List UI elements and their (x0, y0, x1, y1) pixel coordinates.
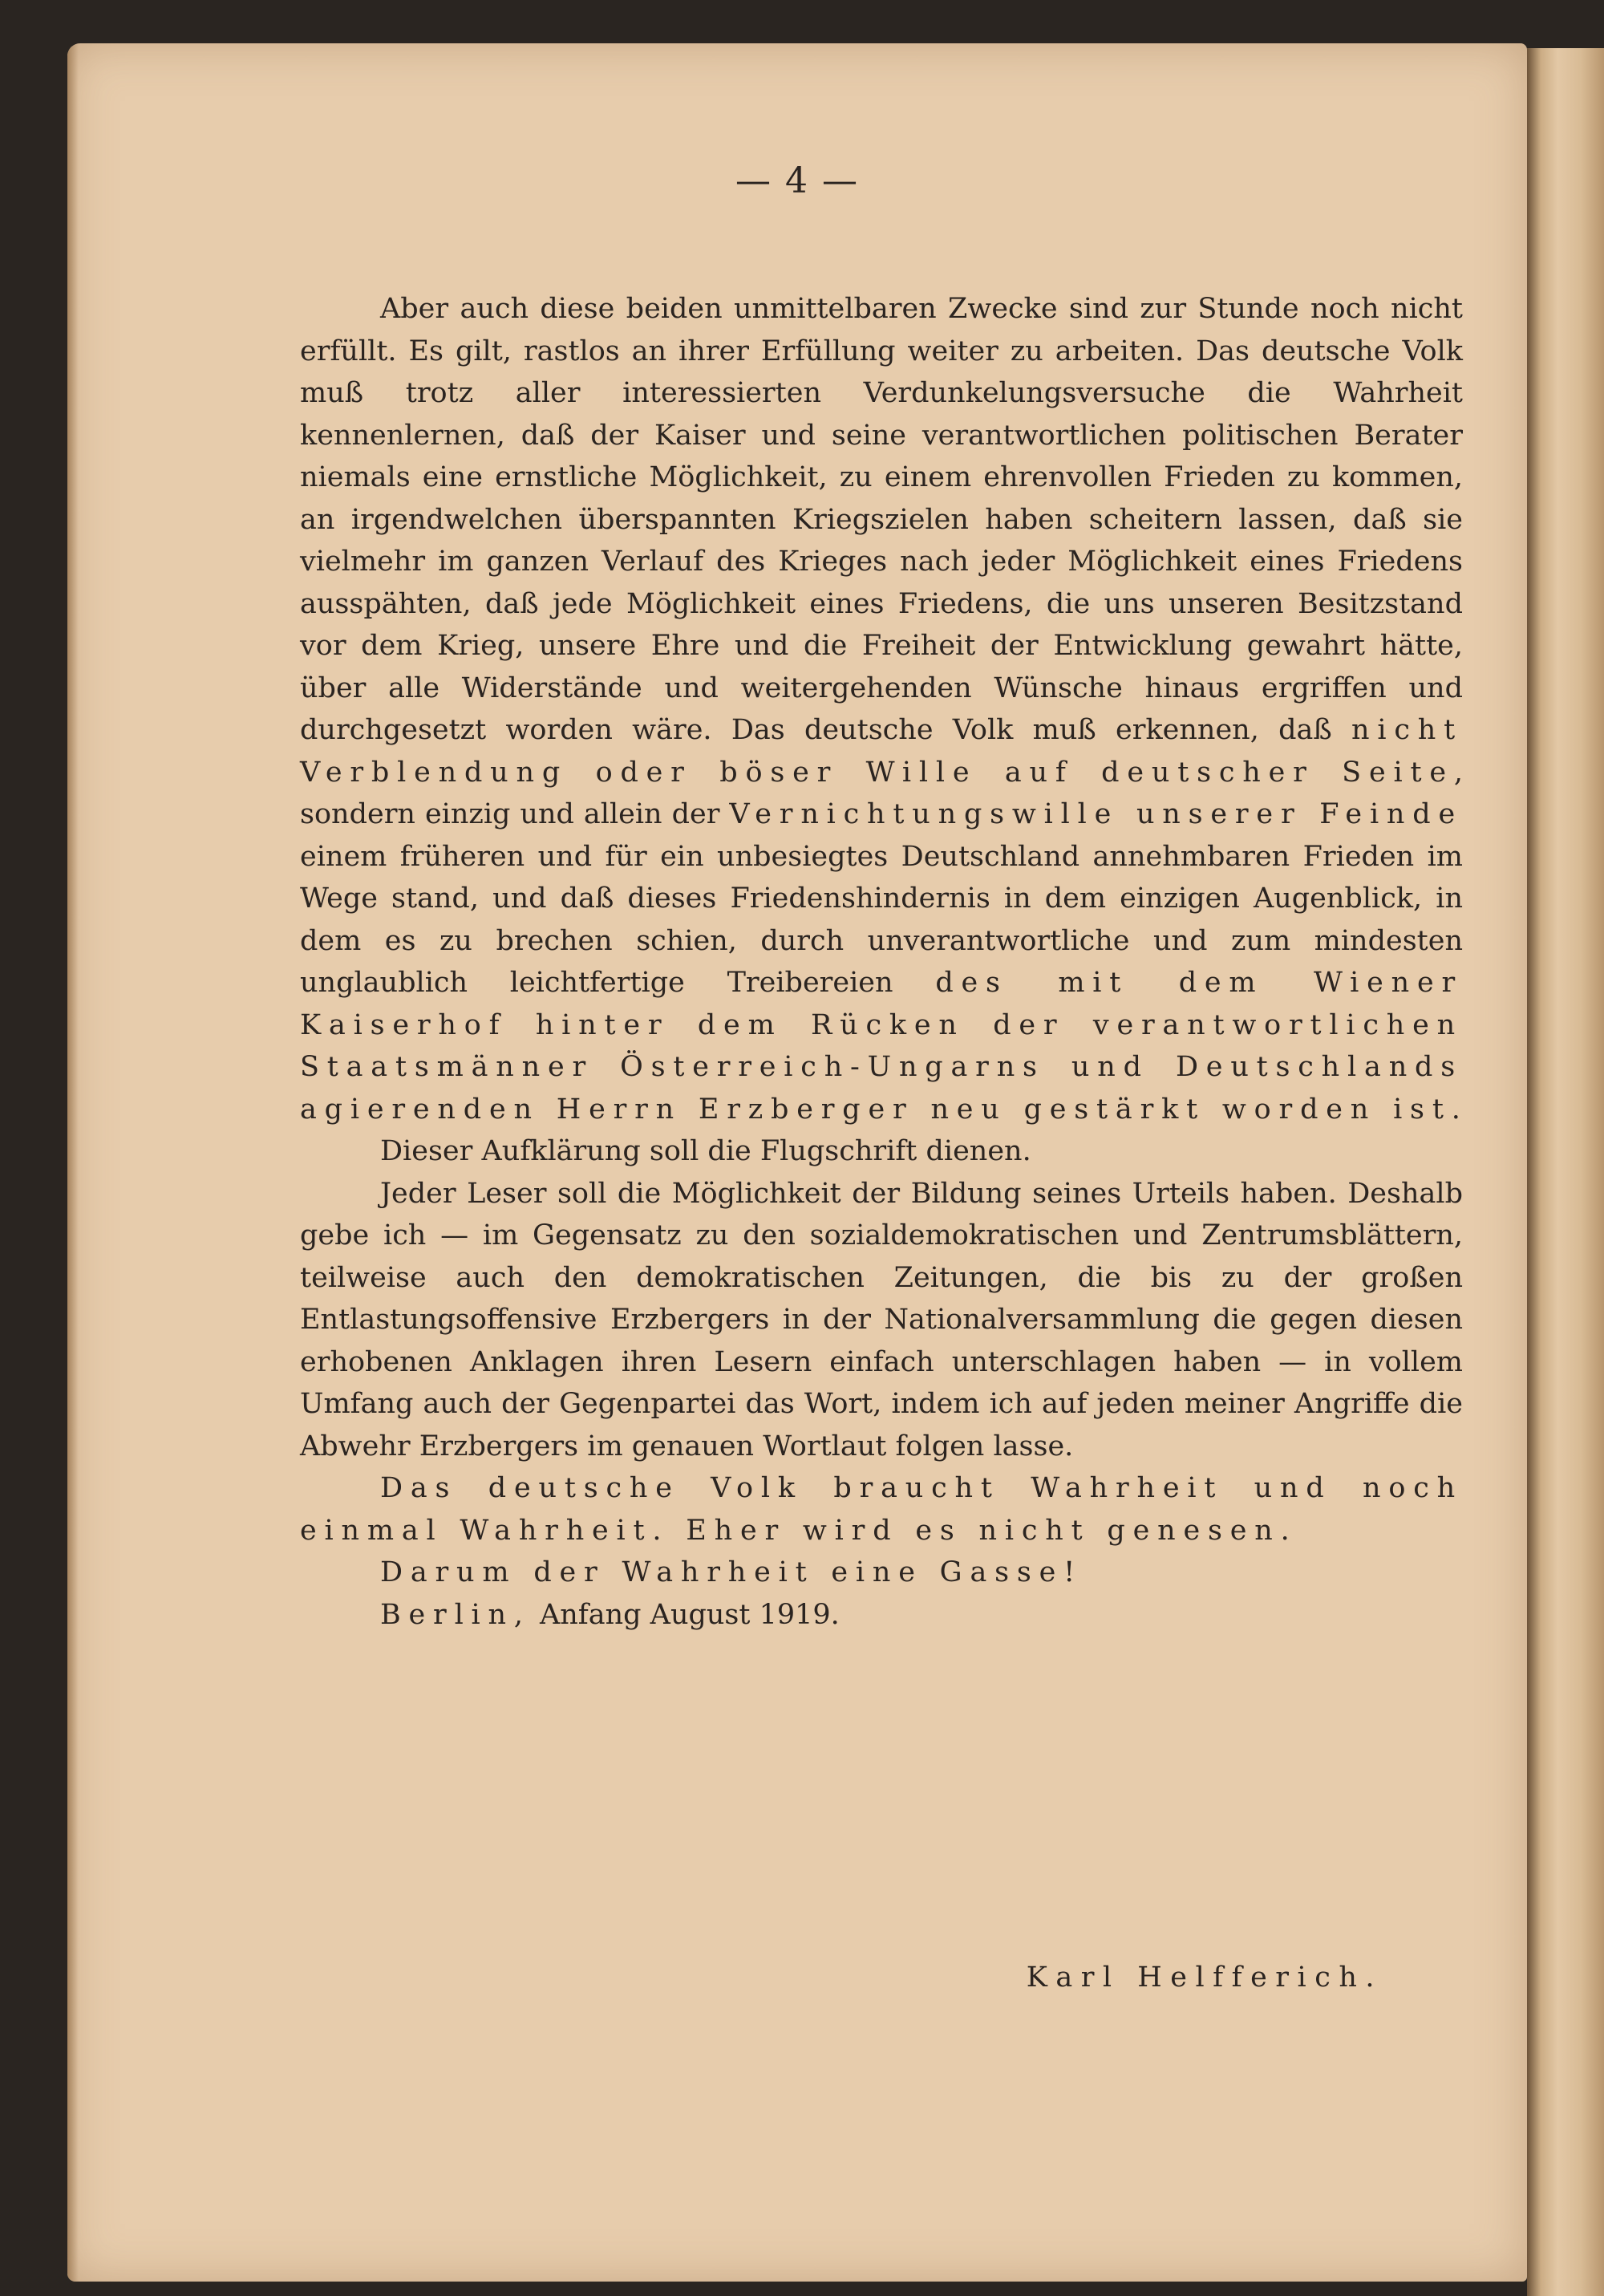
text-run: Dieser Aufklärung soll die Flugschrift dienen. (380, 1135, 1031, 1167)
signature: Karl Helfferich. (1026, 1961, 1383, 1994)
paragraph-emphasis (300, 1467, 1463, 1552)
text-run: einem früheren und für ein unbesiegtes Deutschland annehmbaren Frieden im Wege stand, und daß dieses Friedenshindernis in dem einzigen Augenblick, in dem es zu brechen schien, durch unverantwortliche und zum mindesten unglaublich leichtfertige Treibereien (300, 840, 1463, 999)
emphasis-spaced: nicht Verblendung oder böser Wille auf deutscher Seite (300, 714, 1463, 789)
paragraph (300, 288, 1463, 1130)
body-text (300, 288, 1463, 1636)
text-run: . (1451, 1093, 1460, 1126)
book-page (67, 43, 1527, 2282)
page-number: — 4 — (735, 160, 859, 201)
paragraph (300, 1173, 1463, 1468)
emphasis-spaced: des mit dem Wiener Kaiserhof hinter dem Rücken der verantwortlichen Staatsmänner Österreich-Ungarns und Deutschlands agierenden Herrn Erzberger neu gestärkt worden ist (300, 967, 1463, 1126)
text-run: , sondern einzig und allein der (300, 756, 1463, 830)
paragraph (300, 1130, 1463, 1173)
place: Berlin, (380, 1598, 531, 1631)
text-run: Darum der Wahrheit eine Gasse! (380, 1556, 1084, 1588)
dateline (300, 1594, 1463, 1637)
text-run: Aber auch diese beiden unmittelbaren Zwecke sind zur Stunde noch nicht erfüllt. Es gilt, rastlos an ihrer Erfüllung weiter zu arbeiten. Das deutsche Volk muß trotz aller interessierten Verdunkelungsversuche die Wahrheit kennenlernen, daß der Kaiser und seine verantwortlichen politischen Berater niemals eine ernstliche Möglichkeit, zu einem ehrenvollen Frieden zu kommen, an irgendwelchen überspannten Kriegszielen haben scheitern lassen, daß sie vielmehr im ganzen Verlauf des Krieges nach jeder Möglichkeit eines Friedens ausspähten, daß jede Möglichkeit eines Friedens, die uns unseren Besitzstand vor dem Krieg, unsere Ehre und die Freiheit der Entwicklung gewahrt hätte, über alle Widerstände und weitergehenden Wünsche hinaus ergriffen und durchgesetzt worden wäre. Das deutsche Volk muß erkennen, daß (300, 293, 1463, 746)
text-run: Das deutsche Volk braucht Wahrheit und noch einmal Wahrheit. Eher wird es nicht genesen. (300, 1472, 1463, 1547)
paragraph-emphasis (300, 1552, 1463, 1594)
text-run: Jeder Leser soll die Möglichkeit der Bildung seines Urteils haben. Deshalb gebe ich — im Gegensatz zu den sozialdemokratischen und Zentrumsblättern, teilweise auch den demokratischen Zeitungen, die bis zu der großen Entlastungsoffensive Erzbergers in der Nationalversammlung die gegen diesen erhobenen Anklagen ihren Lesern einfach unterschlagen haben — in vollem Umfang auch der Gegenpartei das Wort, indem ich auf jeden meiner Angriffe die Abwehr Erzbergers im genauen Wortlaut folgen lasse. (300, 1177, 1463, 1462)
emphasis-spaced: Vernichtungswille unserer Feinde (729, 798, 1463, 830)
date: Anfang August 1919. (530, 1598, 840, 1631)
book-gutter (1527, 48, 1604, 2296)
